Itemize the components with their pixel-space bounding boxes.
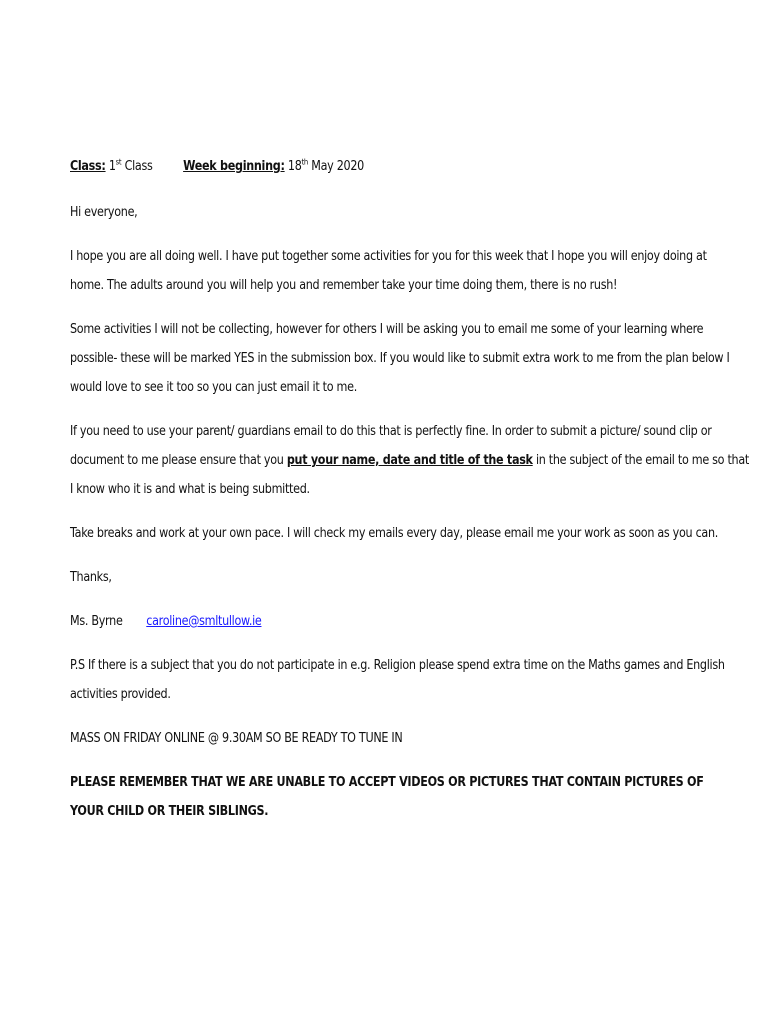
collection-line-3: would love to see it too so you can just email it to me. bbox=[70, 380, 357, 395]
intro-line-2: home. The adults around you will help you and remember take your time doing them, there is no rush! bbox=[70, 278, 618, 293]
ps-line-2: activities provided. bbox=[70, 687, 171, 702]
submission-line-2 bbox=[70, 446, 749, 475]
week-label: Week beginning: bbox=[183, 159, 285, 174]
signature-line bbox=[70, 607, 620, 636]
submission-instruction-emphasis: put your name, date and title of the task bbox=[286, 453, 533, 468]
class-word: Class bbox=[124, 159, 153, 174]
reminder-line-2: YOUR CHILD OR THEIR SIBLINGS. bbox=[70, 804, 269, 819]
collection-line-1: Some activities I will not be collecting, however for others I will be asking you to email me some of your learning where bbox=[70, 322, 704, 337]
week-day: 18 bbox=[287, 159, 302, 174]
class-label: Class: bbox=[70, 159, 106, 174]
email-link[interactable]: caroline@smltullow.ie bbox=[146, 614, 262, 629]
reminder-line-1: PLEASE REMEMBER THAT WE ARE UNABLE TO ACCEPT VIDEOS OR PICTURES THAT CONTAIN PICTURES OF bbox=[70, 775, 704, 790]
header-row bbox=[70, 152, 620, 181]
submission-paragraph bbox=[70, 417, 749, 504]
collection-paragraph bbox=[70, 315, 730, 402]
mass-paragraph bbox=[70, 724, 710, 753]
greeting-paragraph bbox=[70, 198, 710, 227]
thanks: Thanks, bbox=[70, 570, 112, 585]
submission-line-3: I know who it is and what is being submitted. bbox=[70, 482, 310, 497]
greeting: Hi everyone, bbox=[70, 205, 138, 220]
mass-notice: MASS ON FRIDAY ONLINE @ 9.30AM SO BE READY TO TUNE IN bbox=[70, 731, 403, 746]
letter-document bbox=[70, 152, 749, 841]
submission-line-1: If you need to use your parent/ guardians email to do this that is perfectly fine. In order to submit a picture/ sound clip or bbox=[70, 424, 712, 439]
intro-line-1: I hope you are all doing well. I have put together some activities for you for this week that I hope you will enjoy doing at bbox=[70, 249, 707, 264]
thanks-paragraph bbox=[70, 563, 710, 592]
intro-paragraph bbox=[70, 242, 710, 300]
reminder-paragraph bbox=[70, 768, 710, 826]
class-number: 1 bbox=[108, 159, 116, 174]
week-month-year: May 2020 bbox=[311, 159, 364, 174]
breaks-paragraph bbox=[70, 519, 719, 548]
submission-line-2-end: in the subject of the email to me so that bbox=[532, 453, 749, 468]
breaks-line: Take breaks and work at your own pace. I will check my emails every day, please email me your work as soon as you can. bbox=[70, 526, 719, 541]
signature-paragraph bbox=[70, 607, 710, 636]
ps-paragraph bbox=[70, 651, 725, 709]
collection-line-2: possible- these will be marked YES in the submission box. If you would like to submit extra work to me from the plan below I bbox=[70, 351, 730, 366]
ps-line-1: P.S If there is a subject that you do not participate in e.g. Religion please spend extra time on the Maths games and English bbox=[70, 658, 725, 673]
class-suffix: st bbox=[115, 157, 122, 167]
submission-line-2-start: document to me please ensure that you bbox=[70, 453, 287, 468]
week-suffix: th bbox=[301, 157, 308, 167]
signature-name: Ms. Byrne bbox=[70, 614, 123, 629]
